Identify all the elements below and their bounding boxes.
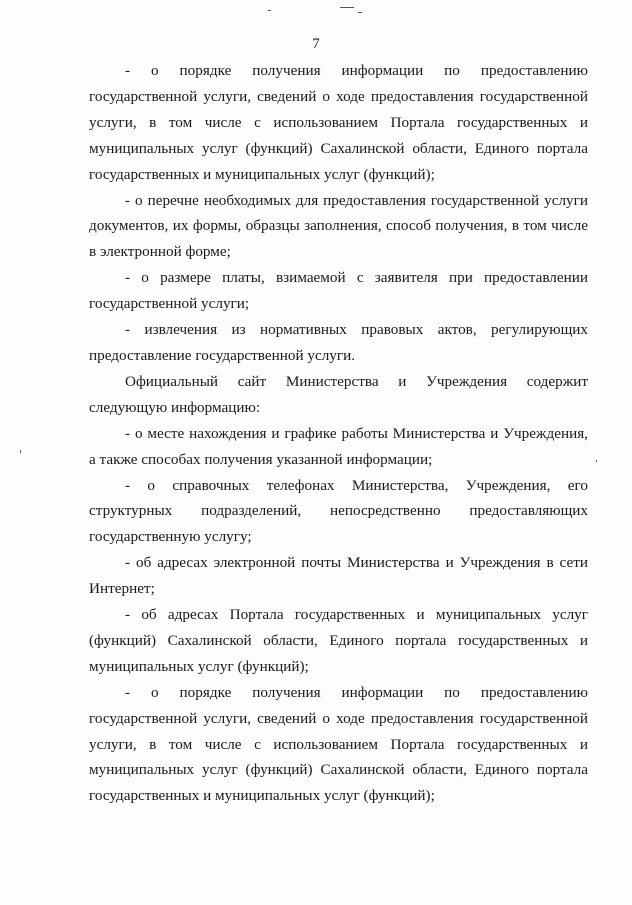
paragraph: - извлечения из нормативных правовых актов, регулирующих предоставление государственной услуги. (89, 321, 588, 364)
paragraph: Официальный сайт Министерства и Учреждения содержит следующую информацию: (89, 372, 588, 416)
paragraph: - о справочных телефонах Министерства, Учреждения, его структурных подразделений, непосредственно предоставляющих государственную услугу; (89, 476, 588, 546)
page-number: 7 (312, 36, 320, 52)
scan-speck (20, 450, 21, 453)
paragraph: - о месте нахождения и графике работы Министерства и Учреждения, а также способах получения указанной информации; (89, 424, 588, 468)
paragraph: - о порядке получения информации по предоставлению государственной услуги, сведений о ходе предоставления государственной услуги, в том числе с использованием Портала государственных и муниципальных услуг (функций) Сахалинской области, Единого портала государственных и муниципальных услуг (функций); (89, 62, 588, 183)
scan-speck (268, 10, 271, 11)
paragraph: - об адресах Портала государственных и муниципальных услуг (функций) Сахалинской области, Единого портала государственных и муниципальных услуг (функций); (89, 606, 588, 675)
paragraph: - о размере платы, взимаемой с заявителя при предоставлении государственной услуги; (89, 269, 588, 313)
scan-speck (340, 7, 354, 8)
scan-speck (596, 460, 597, 462)
document-body (89, 58, 588, 809)
paragraph: - о порядке получения информации по предоставлению государственной услуги, сведений о ходе предоставления государственной услуги, в том числе с использованием Портала государственных и муниципальных услуг (функций) Сахалинской области, Единого портала государственных и муниципальных услуг (функций); (89, 683, 588, 805)
paragraph: - об адресах электронной почты Министерства и Учреждения в сети Интернет; (89, 554, 588, 598)
scan-speck (358, 12, 362, 13)
paragraph: - о перечне необходимых для предоставления государственной услуги документов, их формы, образцы заполнения, способ получения, в том числе в электронной форме; (89, 191, 588, 261)
